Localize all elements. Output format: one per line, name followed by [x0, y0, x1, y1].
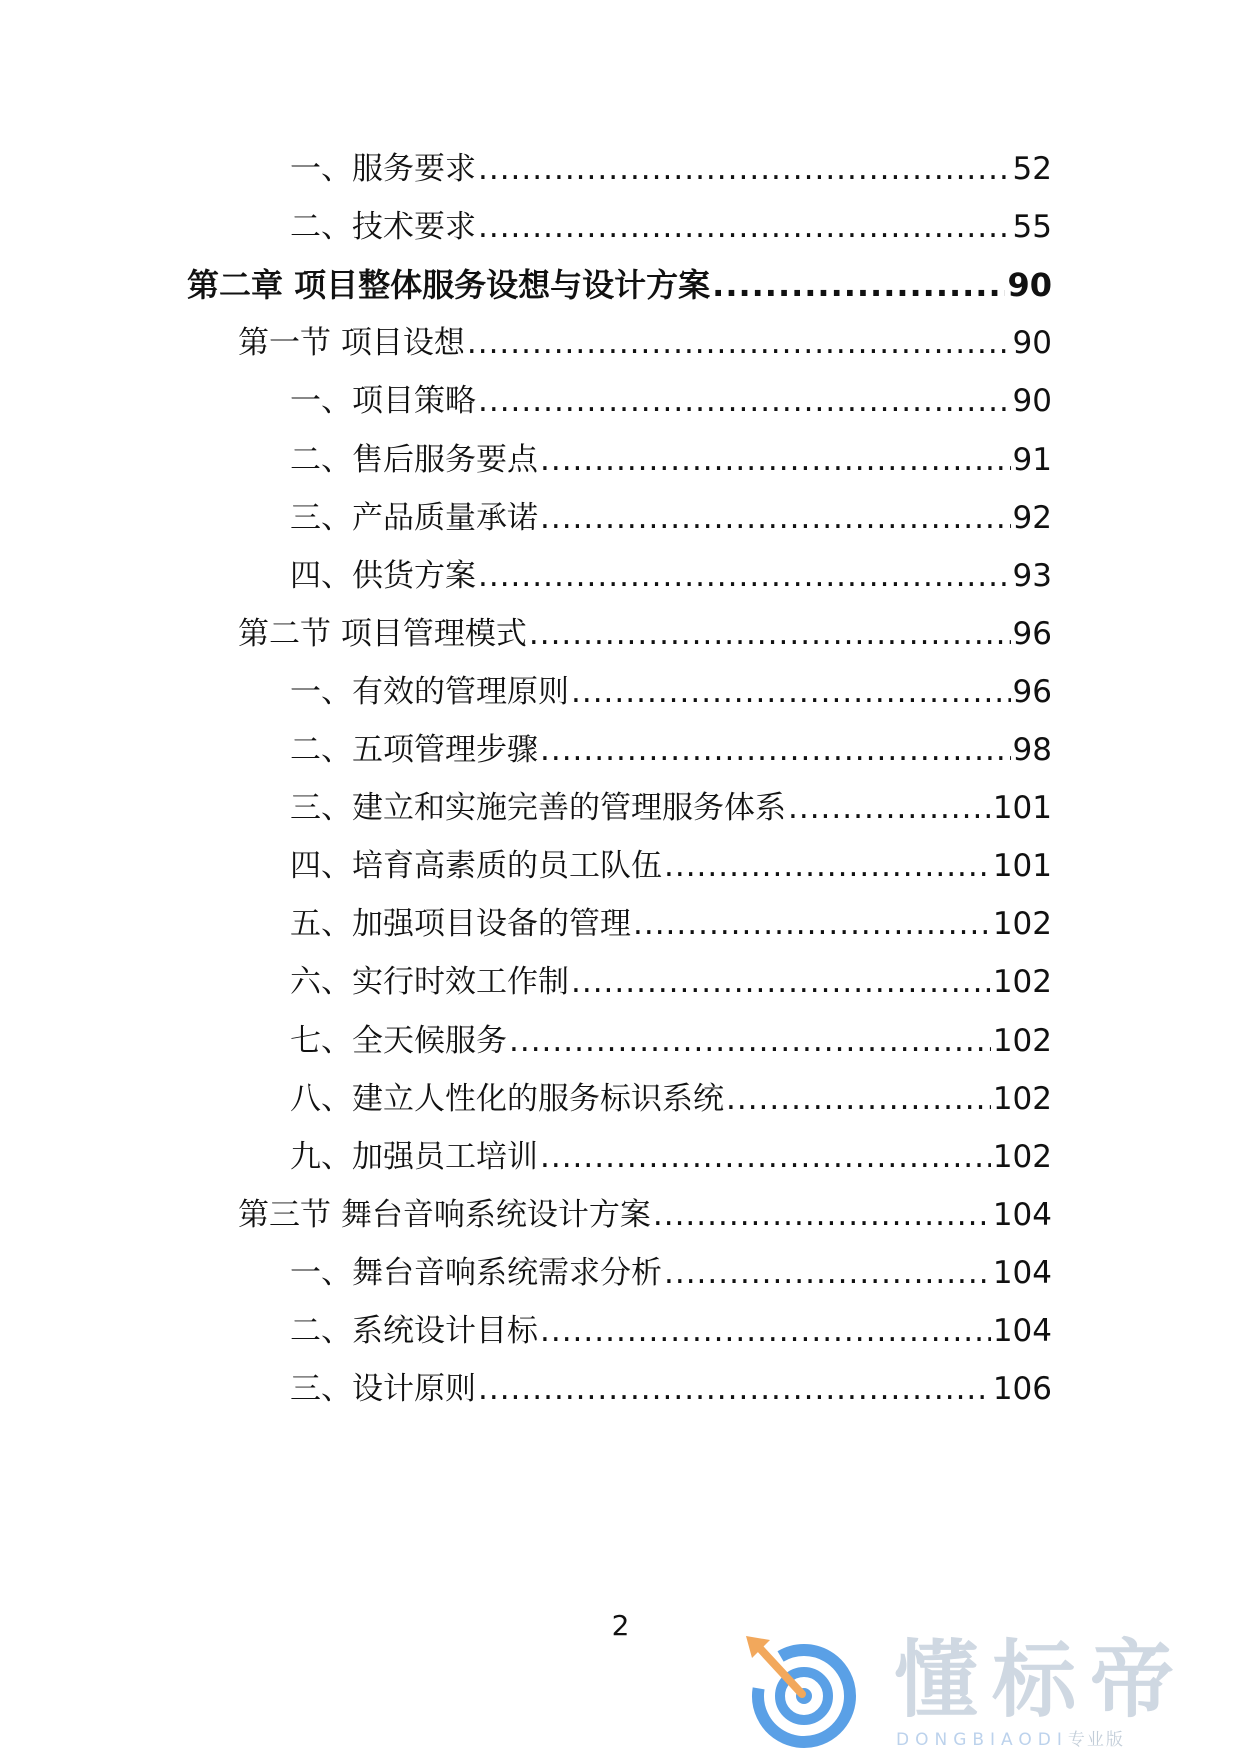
- toc-entry-label: 一、项目策略: [290, 383, 476, 419]
- toc-entry-label: 四、培育高素质的员工队伍: [290, 848, 662, 884]
- toc-entry-page: 96: [1012, 616, 1052, 652]
- toc-dot-leader: [540, 1309, 991, 1353]
- toc-dot-leader: [478, 1367, 991, 1411]
- toc-entry-page: 96: [1012, 674, 1052, 710]
- toc-item-row: [290, 670, 1052, 714]
- watermark-brand: 懂标帝: [894, 1631, 1189, 1729]
- toc-dot-leader: [664, 844, 991, 888]
- toc-item-row: [290, 554, 1052, 598]
- toc-entry-page: 102: [992, 1139, 1052, 1175]
- toc-item-row: [290, 147, 1052, 191]
- toc-item-row: [290, 1135, 1052, 1179]
- toc-entry-page: 102: [992, 1023, 1052, 1059]
- toc-entry-page: 90: [1012, 325, 1052, 361]
- toc-item-row: [290, 379, 1052, 423]
- toc-dot-leader: [478, 554, 1011, 598]
- toc-item-row: [290, 1019, 1052, 1063]
- toc-entry-label: 一、舞台音响系统需求分析: [290, 1255, 662, 1291]
- toc-entry-page: 102: [992, 1081, 1052, 1117]
- toc-entry-page: 92: [1012, 500, 1052, 536]
- toc-entry-label: 一、有效的管理原则: [290, 674, 569, 710]
- toc-item-row: [290, 438, 1052, 482]
- toc-entry-label: 九、加强员工培训: [290, 1139, 538, 1175]
- toc-dot-leader: [478, 147, 1011, 191]
- toc-section-row: [238, 1193, 1052, 1237]
- toc-entry-label: 三、产品质量承诺: [290, 500, 538, 536]
- toc-dot-leader: [633, 902, 991, 946]
- toc-entry-page: 98: [1012, 732, 1052, 768]
- toc-item-row: [290, 1309, 1052, 1353]
- toc-dot-leader: [540, 438, 1011, 482]
- toc-item-row: [290, 496, 1052, 540]
- watermark-suffix: 专业版: [1067, 1730, 1125, 1750]
- toc-item-row: [290, 902, 1052, 946]
- toc-entry-label: 一、服务要求: [290, 151, 476, 187]
- toc-entry-label: 三、建立和实施完善的管理服务体系: [290, 790, 786, 826]
- toc-dot-leader: [467, 321, 1011, 365]
- toc-dot-leader: [664, 1251, 991, 1295]
- toc-entry-label: 二、售后服务要点: [290, 442, 538, 478]
- toc-dot-leader: [540, 1135, 991, 1179]
- watermark-pinyin-text: DONGBIAODI: [896, 1730, 1068, 1750]
- toc-entry-label: 二、五项管理步骤: [290, 732, 538, 768]
- toc-section-row: [238, 321, 1052, 365]
- target-arrow-icon: [744, 1634, 862, 1750]
- toc-dot-leader: [712, 263, 1005, 307]
- toc-entry-page: 101: [992, 848, 1052, 884]
- toc-dot-leader: [540, 496, 1011, 540]
- toc-item-row: [290, 728, 1052, 772]
- toc-dot-leader: [509, 1019, 991, 1063]
- toc-entry-page: 104: [992, 1255, 1052, 1291]
- toc-entry-page: 102: [992, 906, 1052, 942]
- toc-dot-leader: [571, 960, 991, 1004]
- toc-entry-label: 八、建立人性化的服务标识系统: [290, 1081, 724, 1117]
- toc-dot-leader: [478, 379, 1011, 423]
- toc-entry-label: 二、系统设计目标: [290, 1313, 538, 1349]
- toc-entry-page: 55: [1012, 209, 1052, 245]
- toc-entry-label: 第二节 项目管理模式: [238, 616, 527, 652]
- toc-item-row: [290, 1367, 1052, 1411]
- toc-item-row: [290, 1077, 1052, 1121]
- toc-entry-page: 104: [992, 1313, 1052, 1349]
- page-number: 2: [611, 1609, 630, 1642]
- toc-dot-leader: [571, 670, 1011, 714]
- toc-entry-label: 第二章 项目整体服务设想与设计方案: [187, 266, 711, 304]
- toc-entry-page: 90: [1012, 383, 1052, 419]
- toc-dot-leader: [478, 205, 1011, 249]
- toc-item-row: [290, 205, 1052, 249]
- toc-entry-page: 91: [1012, 442, 1052, 478]
- toc-entry-page: 93: [1012, 558, 1052, 594]
- toc-chapter-row: [187, 263, 1052, 307]
- toc-entry-page: 106: [992, 1371, 1052, 1407]
- toc-entry-label: 六、实行时效工作制: [290, 964, 569, 1000]
- toc-entry-label: 七、全天候服务: [290, 1023, 507, 1059]
- toc-entry-page: 104: [992, 1197, 1052, 1233]
- toc-entry-label: 三、设计原则: [290, 1371, 476, 1407]
- toc-dot-leader: [788, 786, 991, 830]
- toc-entry-label: 五、加强项目设备的管理: [290, 906, 631, 942]
- toc-item-row: [290, 786, 1052, 830]
- toc-entry-page: 90: [1007, 266, 1052, 304]
- toc-entry-page: 102: [992, 964, 1052, 1000]
- toc-dot-leader: [540, 728, 1011, 772]
- toc-entry-label: 四、供货方案: [290, 558, 476, 594]
- toc-item-row: [290, 844, 1052, 888]
- watermark-logo: [744, 1632, 1224, 1750]
- watermark-pinyin: [896, 1730, 1125, 1750]
- toc-entry-page: 52: [1012, 151, 1052, 187]
- toc-dot-leader: [529, 612, 1011, 656]
- toc-section-row: [238, 612, 1052, 656]
- toc-item-row: [290, 1251, 1052, 1295]
- toc-entry-label: 二、技术要求: [290, 209, 476, 245]
- toc-dot-leader: [726, 1077, 991, 1121]
- toc-entry-label: 第一节 项目设想: [238, 325, 465, 361]
- toc-item-row: [290, 960, 1052, 1004]
- toc-dot-leader: [653, 1193, 991, 1237]
- toc-entry-page: 101: [992, 790, 1052, 826]
- toc-entry-label: 第三节 舞台音响系统设计方案: [238, 1197, 651, 1233]
